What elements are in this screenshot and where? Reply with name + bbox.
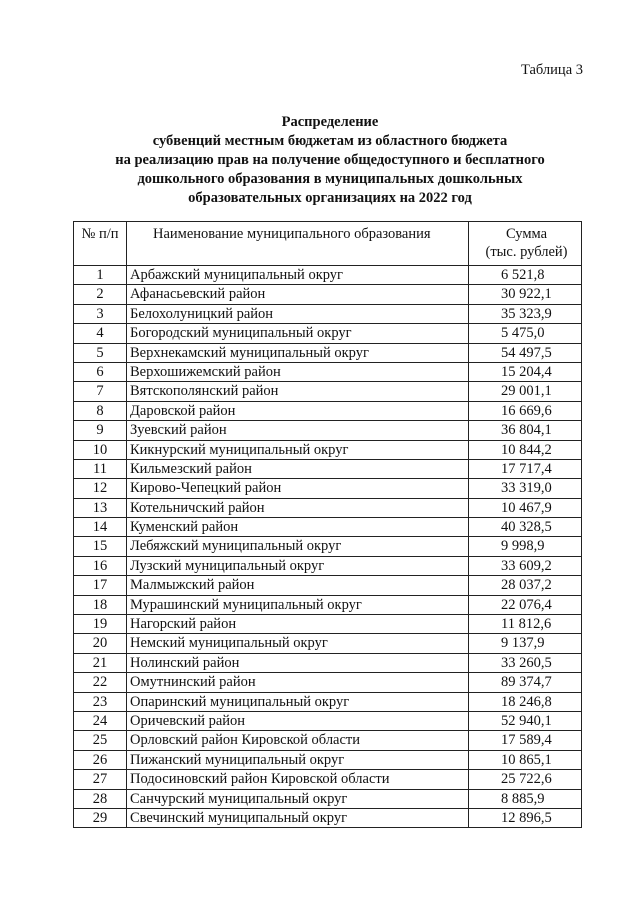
row-sum: 16 669,6 bbox=[469, 401, 582, 420]
table-row bbox=[74, 537, 582, 556]
row-number: 9 bbox=[74, 421, 127, 440]
row-municipality-name: Котельничский район bbox=[127, 498, 469, 517]
row-municipality-name: Зуевский район bbox=[127, 421, 469, 440]
row-number: 23 bbox=[74, 692, 127, 711]
table-row bbox=[74, 770, 582, 789]
row-sum: 6 521,8 bbox=[469, 266, 582, 285]
row-municipality-name: Мурашинский муниципальный округ bbox=[127, 595, 469, 614]
row-sum: 8 885,9 bbox=[469, 789, 582, 808]
row-number: 28 bbox=[74, 789, 127, 808]
table-row bbox=[74, 518, 582, 537]
row-municipality-name: Кикнурский муниципальный округ bbox=[127, 440, 469, 459]
title-line: дошкольного образования в муниципальных дошкольных bbox=[137, 171, 523, 187]
table-row bbox=[74, 673, 582, 692]
row-number: 29 bbox=[74, 808, 127, 827]
row-sum: 17 717,4 bbox=[469, 459, 582, 478]
row-municipality-name: Свечинский муниципальный округ bbox=[127, 808, 469, 827]
table-row bbox=[74, 576, 582, 595]
table-row bbox=[74, 479, 582, 498]
table-row bbox=[74, 382, 582, 401]
table-row bbox=[74, 692, 582, 711]
row-number: 13 bbox=[74, 498, 127, 517]
row-municipality-name: Оричевский район bbox=[127, 711, 469, 730]
row-sum: 33 260,5 bbox=[469, 653, 582, 672]
table-row bbox=[74, 324, 582, 343]
row-municipality-name: Нолинский район bbox=[127, 653, 469, 672]
row-municipality-name: Куменский район bbox=[127, 518, 469, 537]
row-municipality-name: Опаринский муниципальный округ bbox=[127, 692, 469, 711]
row-sum: 10 865,1 bbox=[469, 750, 582, 769]
row-sum: 10 844,2 bbox=[469, 440, 582, 459]
row-sum: 40 328,5 bbox=[469, 518, 582, 537]
row-number: 11 bbox=[74, 459, 127, 478]
row-municipality-name: Нагорский район bbox=[127, 615, 469, 634]
row-sum: 15 204,4 bbox=[469, 362, 582, 381]
row-number: 15 bbox=[74, 537, 127, 556]
row-sum: 30 922,1 bbox=[469, 285, 582, 304]
row-sum: 5 475,0 bbox=[469, 324, 582, 343]
table-row bbox=[74, 556, 582, 575]
table-row bbox=[74, 498, 582, 517]
row-sum: 25 722,6 bbox=[469, 770, 582, 789]
table-row bbox=[74, 808, 582, 827]
table-body bbox=[74, 266, 582, 828]
row-municipality-name: Санчурский муниципальный округ bbox=[127, 789, 469, 808]
row-municipality-name: Немский муниципальный округ bbox=[127, 634, 469, 653]
header-sum-line2: (тыс. рублей) bbox=[485, 244, 568, 260]
row-municipality-name: Белохолуницкий район bbox=[127, 304, 469, 323]
row-number: 27 bbox=[74, 770, 127, 789]
row-number: 20 bbox=[74, 634, 127, 653]
row-number: 26 bbox=[74, 750, 127, 769]
row-sum: 89 374,7 bbox=[469, 673, 582, 692]
table-row bbox=[74, 653, 582, 672]
row-number: 6 bbox=[74, 362, 127, 381]
row-municipality-name: Омутнинский район bbox=[127, 673, 469, 692]
row-sum: 36 804,1 bbox=[469, 421, 582, 440]
row-sum: 9 137,9 bbox=[469, 634, 582, 653]
row-number: 22 bbox=[74, 673, 127, 692]
row-number: 8 bbox=[74, 401, 127, 420]
table-row bbox=[74, 731, 582, 750]
row-municipality-name: Малмыжский район bbox=[127, 576, 469, 595]
row-municipality-name: Богородский муниципальный округ bbox=[127, 324, 469, 343]
table-number-label: Таблица 3 bbox=[520, 62, 583, 78]
row-sum: 9 998,9 bbox=[469, 537, 582, 556]
row-sum: 33 319,0 bbox=[469, 479, 582, 498]
table-header-row bbox=[74, 222, 582, 266]
table-row bbox=[74, 789, 582, 808]
header-number: № п/п bbox=[74, 222, 127, 266]
row-municipality-name: Афанасьевский район bbox=[127, 285, 469, 304]
table-row bbox=[74, 595, 582, 614]
document-title bbox=[70, 113, 590, 208]
title-line: образовательных организациях на 2022 год bbox=[188, 190, 472, 206]
row-sum: 35 323,9 bbox=[469, 304, 582, 323]
row-municipality-name: Лузский муниципальный округ bbox=[127, 556, 469, 575]
row-sum: 22 076,4 bbox=[469, 595, 582, 614]
row-municipality-name: Кирово-Чепецкий район bbox=[127, 479, 469, 498]
row-number: 2 bbox=[74, 285, 127, 304]
row-number: 24 bbox=[74, 711, 127, 730]
header-sum bbox=[469, 222, 582, 266]
row-municipality-name: Верхнекамский муниципальный округ bbox=[127, 343, 469, 362]
table-row bbox=[74, 266, 582, 285]
row-municipality-name: Даровской район bbox=[127, 401, 469, 420]
row-municipality-name: Орловский район Кировской области bbox=[127, 731, 469, 750]
row-municipality-name: Арбажский муниципальный округ bbox=[127, 266, 469, 285]
row-sum: 18 246,8 bbox=[469, 692, 582, 711]
row-sum: 10 467,9 bbox=[469, 498, 582, 517]
row-sum: 28 037,2 bbox=[469, 576, 582, 595]
row-number: 21 bbox=[74, 653, 127, 672]
row-municipality-name: Подосиновский район Кировской области bbox=[127, 770, 469, 789]
row-sum: 54 497,5 bbox=[469, 343, 582, 362]
row-number: 25 bbox=[74, 731, 127, 750]
table-row bbox=[74, 421, 582, 440]
table-row bbox=[74, 440, 582, 459]
row-sum: 11 812,6 bbox=[469, 615, 582, 634]
table-row bbox=[74, 459, 582, 478]
row-number: 5 bbox=[74, 343, 127, 362]
row-municipality-name: Лебяжский муниципальный округ bbox=[127, 537, 469, 556]
row-number: 14 bbox=[74, 518, 127, 537]
table-row bbox=[74, 711, 582, 730]
row-number: 16 bbox=[74, 556, 127, 575]
row-number: 1 bbox=[74, 266, 127, 285]
table-row bbox=[74, 750, 582, 769]
row-number: 3 bbox=[74, 304, 127, 323]
row-sum: 12 896,5 bbox=[469, 808, 582, 827]
row-municipality-name: Верхошижемский район bbox=[127, 362, 469, 381]
header-name: Наименование муниципального образования bbox=[127, 222, 469, 266]
distribution-table bbox=[73, 221, 582, 828]
row-sum: 29 001,1 bbox=[469, 382, 582, 401]
row-sum: 52 940,1 bbox=[469, 711, 582, 730]
row-number: 17 bbox=[74, 576, 127, 595]
table-row bbox=[74, 615, 582, 634]
row-municipality-name: Вятскополянский район bbox=[127, 382, 469, 401]
row-sum: 33 609,2 bbox=[469, 556, 582, 575]
title-line: субвенций местным бюджетам из областного бюджета bbox=[152, 133, 508, 149]
table-row bbox=[74, 362, 582, 381]
table-row bbox=[74, 634, 582, 653]
row-sum: 17 589,4 bbox=[469, 731, 582, 750]
row-number: 19 bbox=[74, 615, 127, 634]
table-row bbox=[74, 401, 582, 420]
header-sum-line1: Сумма bbox=[505, 226, 548, 242]
row-number: 10 bbox=[74, 440, 127, 459]
row-number: 18 bbox=[74, 595, 127, 614]
row-municipality-name: Кильмезский район bbox=[127, 459, 469, 478]
row-number: 4 bbox=[74, 324, 127, 343]
table-row bbox=[74, 304, 582, 323]
row-municipality-name: Пижанский муниципальный округ bbox=[127, 750, 469, 769]
title-line: Распределение bbox=[281, 114, 379, 130]
table-row bbox=[74, 343, 582, 362]
row-number: 7 bbox=[74, 382, 127, 401]
title-line: на реализацию прав на получение общедоступного и бесплатного bbox=[115, 152, 545, 168]
row-number: 12 bbox=[74, 479, 127, 498]
table-row bbox=[74, 285, 582, 304]
